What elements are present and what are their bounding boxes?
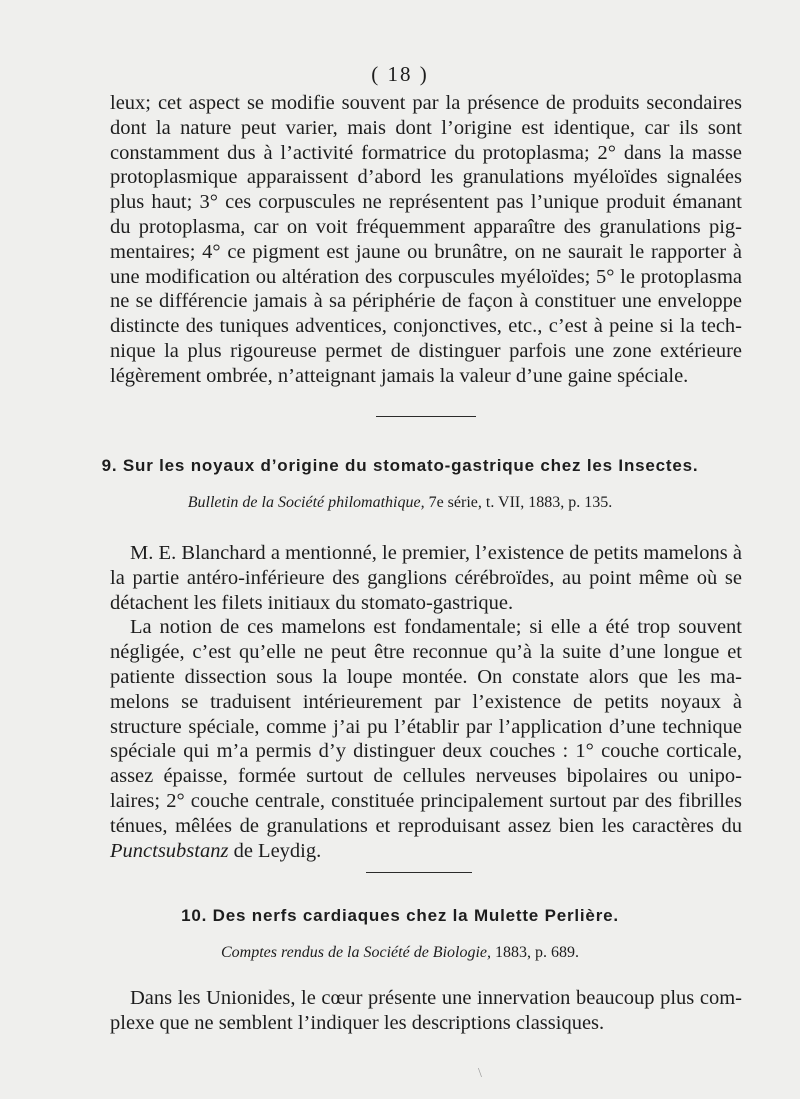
paragraph	[110, 615, 742, 863]
section-divider	[366, 872, 472, 873]
paragraph: leux; cet aspect se modifie souvent par la présence de produits secondaires dont la nature peut varier, mais dont l’origine est identique, car ils sont constamment dus à l’activité formatrice du protoplasma; 2° dans la masse protoplasmique apparaissent d’abord les granulations myéloïdes signalées plus haut; 3° ces corpuscules ne représentent pas l’unique produit émanant du protoplasma, car on voit fréquemment apparaître des granulations pig-mentaires; 4° ce pigment est jaune ou brunâtre, on ne saurait le rapporter à une modification ou altération des corpuscules myéloïdes; 5° le protoplasma ne se différencie jamais à sa périphérie de façon à constituer une enveloppe distincte des tuniques adventices, conjonctives, etc., c’est à peine si la tech-nique la plus rigoureuse permet de distinguer parfois une zone extérieure légèrement ombrée, n’atteignant jamais la valeur d’une gaine spéciale.	[110, 92, 742, 387]
paragraph: Dans les Unionides, le cœur présente une innervation beaucoup plus com-plexe que ne semblent l’indiquer les descriptions classiques.	[110, 987, 742, 1034]
stray-mark: \	[478, 1066, 482, 1081]
section-9-body	[110, 541, 742, 863]
page-number: ( 18 )	[371, 62, 429, 86]
section-10-reference	[0, 944, 800, 962]
reference-journal: Bulletin de la Société philomathique,	[187, 494, 425, 511]
continuation-text	[110, 91, 742, 389]
punctsubstanz-term: Punctsubstanz	[110, 839, 229, 862]
reference-journal: Comptes rendus de la Société de Biologie,	[220, 944, 491, 961]
reference-details: 1883, p. 689.	[495, 944, 579, 961]
section-10-body	[110, 986, 742, 1036]
paragraph-text-end: de Leydig.	[233, 839, 322, 862]
reference-details: 7e série, t. VII, 1883, p. 135.	[428, 494, 613, 511]
paragraph-text: La notion de ces mamelons est fondamentale; si elle a été trop souvent négligée, c’est qu’elle ne peut être reconnue qu’à la suite d’une longue et patiente dissection sous la loupe montée. On constate alors que les ma-melons se traduisent intérieurement par l’existence de petits noyaux à structure spéciale, comme j’ai pu l’établir par l’application d’une technique spéciale qui m’a permis d’y distinguer deux couches : 1° couche corticale, assez épaisse, formée surtout de cellules nerveuses bipolaires ou unipo-laires; 2° couche centrale, constituée principalement surtout par des fibrilles ténues, mêlées de granulations et reproduisant assez bien les caractères du	[110, 616, 742, 837]
section-divider	[376, 416, 476, 417]
section-10-heading: 10. Des nerfs cardiaques chez la Mulette Perlière.	[181, 906, 619, 925]
section-9-heading: 9. Sur les noyaux d’origine du stomato-gastrique chez les Insectes.	[101, 456, 699, 475]
paragraph: M. E. Blanchard a mentionné, le premier, l’existence de petits mamelons à la partie antéro-inférieure des ganglions cérébroïdes, au point même où se détachent les filets initiaux du stomato-gastrique.	[110, 542, 742, 614]
section-9-reference	[0, 494, 800, 512]
